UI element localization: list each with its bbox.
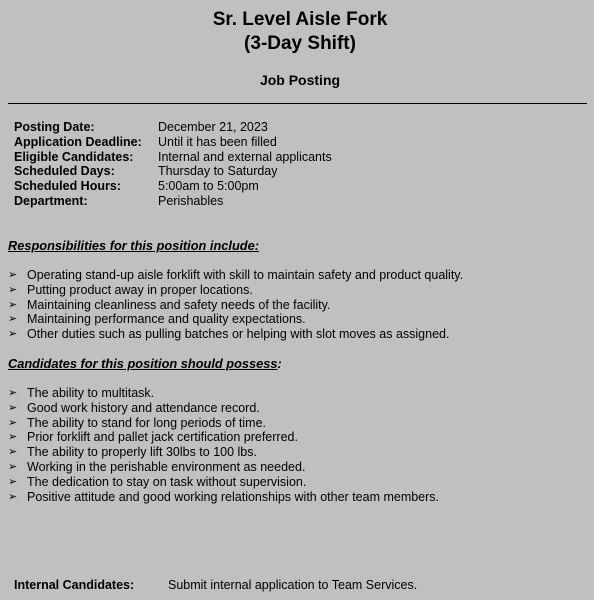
detail-label: Eligible Candidates: (14, 149, 134, 164)
instruction-row (14, 578, 417, 593)
detail-label: Department: (14, 193, 88, 208)
list-item-text: Prior forklift and pallet jack certification preferred. (27, 430, 298, 445)
detail-label: Scheduled Days: (14, 164, 115, 179)
detail-value: Until it has been filled (158, 134, 277, 149)
heading-colon: : (277, 356, 282, 371)
instruction-label: Internal Candidates: (14, 578, 135, 592)
arrow-bullet-icon: ➢ (8, 401, 18, 414)
list-item (8, 268, 463, 283)
detail-value: December 21, 2023 (158, 120, 268, 134)
arrow-bullet-icon: ➢ (8, 313, 18, 326)
detail-row (14, 179, 332, 194)
list-item (8, 490, 439, 505)
list-item-text: Maintaining cleanliness and safety needs of the facility. (27, 297, 331, 312)
list-item (8, 386, 439, 401)
detail-value: Thursday to Saturday (158, 164, 278, 179)
application-instructions (14, 578, 417, 593)
arrow-bullet-icon: ➢ (8, 269, 18, 281)
arrow-bullet-icon: ➢ (8, 446, 18, 459)
detail-label: Posting Date: (14, 120, 95, 134)
list-item (8, 460, 439, 475)
instruction-value: Submit internal application to Team Services. (168, 578, 418, 592)
list-item-text: The ability to stand for long periods of time. (27, 415, 267, 430)
detail-value: Internal and external applicants (158, 149, 332, 164)
list-item (8, 327, 463, 342)
arrow-bullet-icon: ➢ (8, 298, 18, 311)
list-item (8, 401, 439, 416)
job-title: Sr. Level Aisle Fork (212, 9, 388, 30)
detail-row (14, 164, 332, 179)
list-item-text: The ability to multitask. (27, 386, 155, 400)
detail-row (14, 150, 332, 165)
arrow-bullet-icon: ➢ (8, 460, 18, 473)
arrow-bullet-icon: ➢ (8, 328, 18, 341)
list-item (8, 298, 463, 313)
arrow-bullet-icon: ➢ (8, 283, 18, 296)
list-item (8, 312, 463, 327)
list-item-text: Operating stand-up aisle forklift with skill to maintain safety and product quality. (27, 268, 464, 282)
arrow-bullet-icon: ➢ (8, 387, 18, 399)
candidates-heading (8, 356, 282, 371)
responsibilities-heading: Responsibilities for this position include: (8, 238, 259, 253)
shift-subtitle: (3-Day Shift) (244, 33, 356, 54)
list-item (8, 416, 439, 431)
list-item-text: The dedication to stay on task without supervision. (27, 474, 307, 489)
candidates-list (8, 386, 439, 504)
arrow-bullet-icon: ➢ (8, 416, 18, 429)
document-type: Job Posting (259, 72, 341, 88)
list-item-text: Putting product away in proper locations. (27, 282, 253, 297)
list-item-text: Other duties such as pulling batches or helping with slot moves as assigned. (27, 327, 450, 342)
list-item-text: Good work history and attendance record. (27, 400, 260, 415)
list-item-text: The ability to properly lift 30lbs to 100 lbs. (27, 445, 257, 460)
detail-value: Perishables (158, 193, 224, 208)
list-item (8, 475, 439, 490)
arrow-bullet-icon: ➢ (8, 490, 18, 503)
horizontal-divider (8, 103, 587, 104)
detail-row (14, 194, 332, 209)
candidates-heading-text: Candidates for this position should possess (8, 356, 278, 371)
list-item-text: Working in the perishable environment as needed. (27, 459, 306, 474)
detail-label: Application Deadline: (14, 134, 142, 149)
list-item (8, 445, 439, 460)
list-item-text: Positive attitude and good working relationships with other team members. (27, 489, 440, 504)
posting-details (14, 120, 332, 209)
list-item (8, 430, 439, 445)
detail-row (14, 120, 332, 135)
detail-row (14, 135, 332, 150)
list-item-text: Maintaining performance and quality expectations. (27, 312, 306, 327)
detail-value: 5:00am to 5:00pm (158, 179, 259, 194)
arrow-bullet-icon: ➢ (8, 431, 18, 444)
list-item (8, 283, 463, 298)
responsibilities-list (8, 268, 463, 342)
arrow-bullet-icon: ➢ (8, 475, 18, 488)
detail-label: Scheduled Hours: (14, 179, 121, 194)
